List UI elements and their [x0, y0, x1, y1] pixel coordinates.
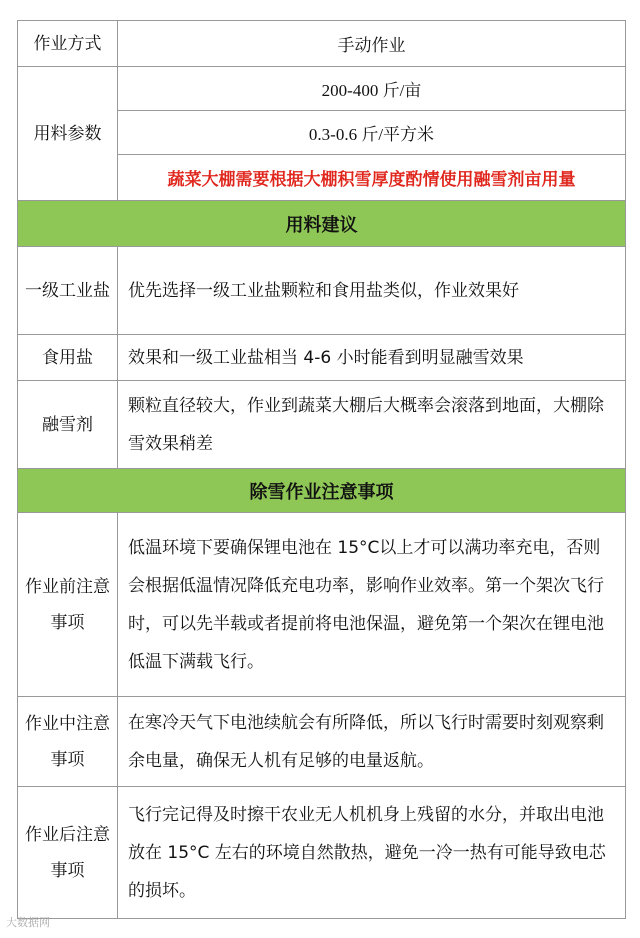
note-row	[18, 697, 626, 787]
dosage-note: 蔬菜大棚需要根据大棚积雪厚度酌情使用融雪剂亩用量	[118, 155, 626, 201]
dosage-per-sqm: 0.3-0.6 斤/平方米	[118, 111, 626, 155]
material-label: 融雪剂	[18, 381, 118, 469]
cropped-header-remnant	[0, 0, 640, 10]
watermark: 大数据网	[6, 916, 50, 929]
row-method	[18, 21, 626, 67]
material-row	[18, 335, 626, 381]
note-label: 作业中注意事项	[18, 697, 118, 787]
material-text: 颗粒直径较大，作业到蔬菜大棚后大概率会滚落到地面，大棚除雪效果稍差	[118, 381, 626, 469]
note-text: 低温环境下要确保锂电池在 15°C以上才可以满功率充电，否则会根据低温情况降低充电功率，影响作业效率。第一个架次飞行时，可以先半载或者提前将电池保温，避免第一个架次在锂电池低温下满载飞行。	[118, 513, 626, 697]
note-text: 在寒冷天气下电池续航会有所降低，所以飞行时需要时刻观察剩余电量，确保无人机有足够的电量返航。	[118, 697, 626, 787]
note-label: 作业前注意事项	[18, 513, 118, 697]
note-label: 作业后注意事项	[18, 787, 118, 919]
method-value: 手动作业	[118, 21, 626, 67]
operation-guide-table	[17, 20, 626, 919]
material-row	[18, 247, 626, 335]
section-notes-title: 除雪作业注意事项	[18, 469, 626, 513]
dosage-per-mu: 200-400 斤/亩	[118, 67, 626, 111]
material-label: 食用盐	[18, 335, 118, 381]
material-text: 优先选择一级工业盐颗粒和食用盐类似，作业效果好	[118, 247, 626, 335]
note-text: 飞行完记得及时擦干农业无人机机身上残留的水分，并取出电池放在 15°C 左右的环境自然散热，避免一冷一热有可能导致电芯的损坏。	[118, 787, 626, 919]
material-label: 一级工业盐	[18, 247, 118, 335]
material-row	[18, 381, 626, 469]
section-suggestion-title: 用料建议	[18, 201, 626, 247]
section-notes	[18, 469, 626, 513]
note-row	[18, 513, 626, 697]
row-dosage-per-mu	[18, 67, 626, 111]
material-text: 效果和一级工业盐相当 4-6 小时能看到明显融雪效果	[118, 335, 626, 381]
dosage-label: 用料参数	[18, 67, 118, 201]
note-row	[18, 787, 626, 919]
method-label: 作业方式	[18, 21, 118, 67]
section-suggestion	[18, 201, 626, 247]
